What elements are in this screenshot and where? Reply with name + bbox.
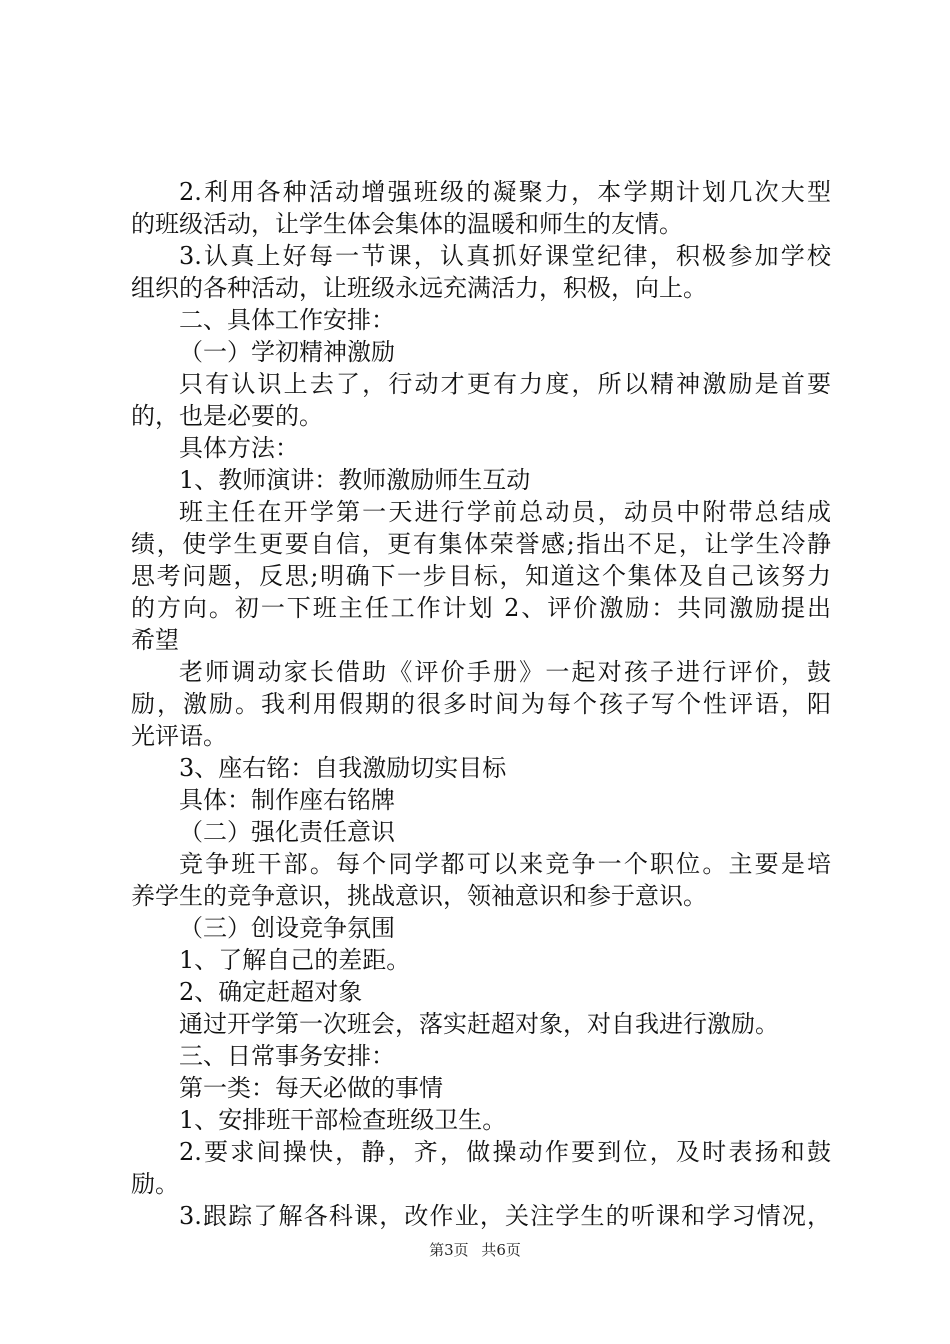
text-line: 养学生的竞争意识，挑战意识，领袖意识和参于意识。 bbox=[131, 882, 707, 910]
text-line: 2.利用各种活动增强班级的凝聚力，本学期计划几次大型 bbox=[179, 178, 831, 206]
document-body bbox=[131, 176, 831, 1232]
text-line: 第一类：每天必做的事情 bbox=[179, 1074, 443, 1102]
text-line: 具体方法： bbox=[179, 434, 299, 462]
text-line: 组织的各种活动，让班级永远充满活力，积极，向上。 bbox=[131, 274, 707, 302]
page-number: 第3页 bbox=[429, 1241, 469, 1259]
text-line: 1、教师演讲：教师激励师生互动 bbox=[179, 466, 531, 494]
text-line: 1、安排班干部检查班级卫生。 bbox=[179, 1106, 507, 1134]
text-line: 班主任在开学第一天进行学前总动员，动员中附带总结成 bbox=[179, 498, 831, 526]
subsection-heading: （一）学初精神激励 bbox=[179, 338, 395, 366]
text-line: 励，激励。我利用假期的很多时间为每个孩子写个性评语，阳 bbox=[131, 690, 831, 718]
section-heading: 二、具体工作安排： bbox=[179, 306, 395, 334]
text-line: 的方向。初一下班主任工作计划 2、评价激励：共同激励提出 bbox=[131, 594, 831, 622]
text-line: 3.认真上好每一节课，认真抓好课堂纪律，积极参加学校 bbox=[179, 242, 831, 270]
text-line: 思考问题，反思;明确下一步目标，知道这个集体及自己该努力 bbox=[131, 562, 831, 590]
page-footer bbox=[0, 1240, 950, 1260]
page-total: 共6页 bbox=[481, 1241, 521, 1259]
text-line: 3、座右铭：自我激励切实目标 bbox=[179, 754, 507, 782]
text-line: 光评语。 bbox=[131, 722, 227, 750]
text-line: 2.要求间操快，静，齐，做操动作要到位，及时表扬和鼓 bbox=[179, 1138, 831, 1166]
text-line: 励。 bbox=[131, 1170, 179, 1198]
text-line: 具体：制作座右铭牌 bbox=[179, 786, 395, 814]
text-line: 竞争班干部。每个同学都可以来竞争一个职位。主要是培 bbox=[179, 850, 831, 878]
text-line: 的，也是必要的。 bbox=[131, 402, 323, 430]
text-line: 老师调动家长借助《评价手册》一起对孩子进行评价，鼓 bbox=[179, 658, 831, 686]
text-line: 1、了解自己的差距。 bbox=[179, 946, 411, 974]
subsection-heading: （三）创设竞争氛围 bbox=[179, 914, 395, 942]
section-heading: 三、日常事务安排： bbox=[179, 1042, 395, 1070]
text-line: 2、确定赶超对象 bbox=[179, 978, 363, 1006]
text-line: 绩，使学生更要自信，更有集体荣誉感;指出不足，让学生冷静 bbox=[131, 530, 831, 558]
text-line: 通过开学第一次班会，落实赶超对象，对自我进行激励。 bbox=[179, 1010, 779, 1038]
text-line: 的班级活动，让学生体会集体的温暖和师生的友情。 bbox=[131, 210, 683, 238]
text-line: 希望 bbox=[131, 626, 179, 654]
text-line: 3.跟踪了解各科课，改作业，关注学生的听课和学习情况， bbox=[179, 1202, 831, 1230]
text-line: 只有认识上去了，行动才更有力度，所以精神激励是首要 bbox=[179, 370, 831, 398]
subsection-heading: （二）强化责任意识 bbox=[179, 818, 395, 846]
